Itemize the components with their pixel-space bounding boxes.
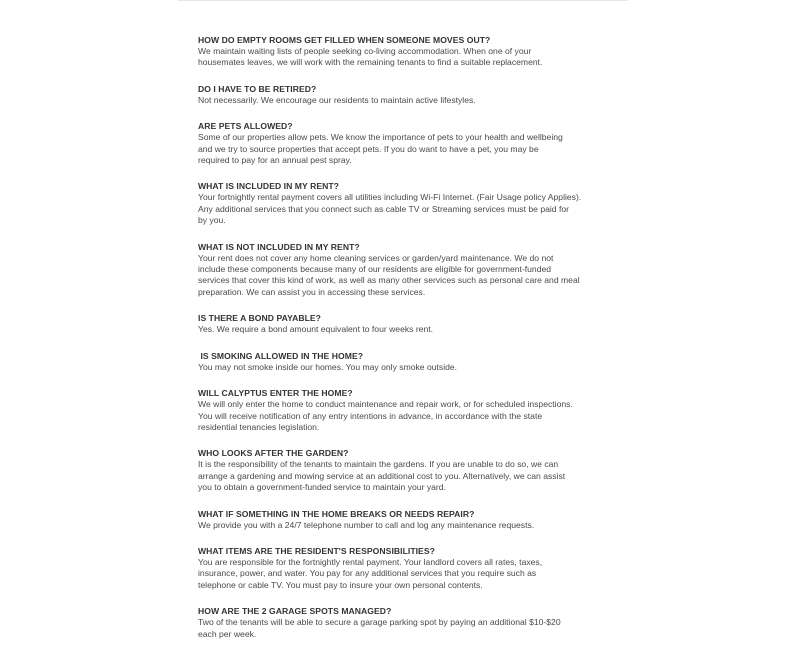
faq-answer-line: each per week. — [198, 628, 257, 639]
faq-item — [198, 350, 618, 373]
faq-question: DO I HAVE TO BE RETIRED? — [198, 83, 317, 94]
faq-item — [198, 312, 618, 335]
faq-list — [198, 34, 618, 654]
faq-answer — [198, 95, 618, 106]
faq-item — [198, 241, 618, 299]
faq-question: WHO LOOKS AFTER THE GARDEN? — [198, 448, 349, 459]
faq-answer-line: Not necessarily. We encourage our residents to maintain active lifestyles. — [198, 94, 476, 105]
faq-answer-line: services that cover this kind of work, as well as many other services such as personal care and meal — [198, 275, 580, 286]
faq-answer — [198, 324, 618, 335]
faq-question: HOW DO EMPTY ROOMS GET FILLED WHEN SOMEONE MOVES OUT? — [198, 35, 491, 45]
faq-item — [198, 605, 618, 640]
faq-answer-line: required to pay for an annual pest spray. — [198, 155, 352, 166]
faq-answer-line: and we try to source properties that accept pets. If you do want to have a pet, you may be — [198, 143, 539, 154]
faq-answer-line: arrange a gardening and mowing service at an additional cost to you. Alternatively, we can assist — [198, 470, 566, 481]
faq-question: WHAT IF SOMETHING IN THE HOME BREAKS OR NEEDS REPAIR? — [198, 508, 475, 519]
faq-answer — [198, 132, 618, 166]
faq-item — [198, 447, 618, 493]
faq-question: WILL CALYPTUS ENTER THE HOME? — [198, 388, 353, 399]
faq-answer — [198, 399, 618, 433]
faq-answer-line: Any additional services that you connect such as cable TV or Streaming services must be paid for — [198, 203, 569, 214]
faq-answer-line: residential tenancies legislation. — [198, 421, 320, 432]
faq-answer — [198, 557, 618, 591]
faq-item — [198, 34, 618, 69]
faq-answer-line: you to obtain a government-funded service to maintain your yard. — [198, 482, 446, 493]
faq-question: ARE PETS ALLOWED? — [198, 121, 293, 132]
faq-answer-line: You may not smoke inside our homes. You may only smoke outside. — [198, 361, 458, 372]
faq-answer — [198, 192, 618, 226]
faq-question: WHAT IS INCLUDED IN MY RENT? — [198, 181, 339, 192]
faq-answer — [198, 362, 618, 373]
faq-answer-line: Your fortnightly rental payment covers all utilities including Wi-Fi Internet. (Fair Usage policy Applies). — [198, 192, 582, 203]
faq-answer-line: Two of the tenants will be able to secure a garage parking spot by paying an additional $10-$20 — [198, 617, 561, 628]
faq-question: WHAT IS NOT INCLUDED IN MY RENT? — [198, 241, 360, 252]
faq-item — [198, 387, 618, 433]
faq-answer-line: We maintain waiting lists of people seeking co-living accommodation. When one of your — [198, 46, 532, 56]
faq-question: WHAT ITEMS ARE THE RESIDENT'S RESPONSIBILITIES? — [198, 545, 435, 556]
faq-answer — [198, 46, 618, 69]
faq-answer-line: preparation. We can assist you in accessing these services. — [198, 286, 426, 297]
faq-answer-line: by you. — [198, 215, 226, 226]
faq-item — [198, 120, 618, 166]
faq-answer-line: Your rent does not cover any home cleaning services or garden/yard maintenance. We do not — [198, 252, 554, 263]
faq-answer-line: We will only enter the home to conduct maintenance and repair work, or for scheduled inspections. — [198, 399, 573, 410]
faq-answer-line: It is the responsibility of the tenants to maintain the gardens. If you are unable to do so, we can — [198, 459, 559, 470]
faq-item — [198, 545, 618, 591]
faq-item — [198, 180, 618, 226]
page-top-edge — [178, 0, 628, 1]
faq-answer-line: telephone or cable TV. You must pay to insure your own personal contents. — [198, 579, 483, 590]
faq-answer-line: insurance, power, and water. You pay for any additional services that you require such as — [198, 568, 537, 579]
faq-answer-line: We provide you with a 24/7 telephone number to call and log any maintenance requests. — [198, 519, 535, 530]
faq-question: IS SMOKING ALLOWED IN THE HOME? — [198, 350, 364, 361]
faq-answer-line: Yes. We require a bond amount equivalent to four weeks rent. — [198, 324, 434, 335]
faq-answer — [198, 253, 618, 299]
faq-answer-line: housemates leaves, we will work with the remaining tenants to find a suitable replacement. — [198, 57, 543, 68]
faq-item — [198, 83, 618, 106]
faq-question: HOW ARE THE 2 GARAGE SPOTS MANAGED? — [198, 606, 392, 617]
faq-answer — [198, 459, 618, 493]
faq-item — [198, 508, 618, 531]
faq-answer-line: Some of our properties allow pets. We know the importance of pets to your health and wellbeing — [198, 132, 563, 143]
faq-answer — [198, 617, 618, 640]
faq-question: IS THERE A BOND PAYABLE? — [198, 313, 321, 324]
faq-answer — [198, 520, 618, 531]
faq-answer-line: You will receive notification of any entry intentions in advance, in accordance with the state — [198, 410, 543, 421]
faq-answer-line: You are responsible for the fortnightly rental payment. Your landlord covers all rates, taxes, — [198, 556, 543, 567]
faq-answer-line: include these components because many of our residents are eligible for government-funded — [198, 264, 552, 275]
